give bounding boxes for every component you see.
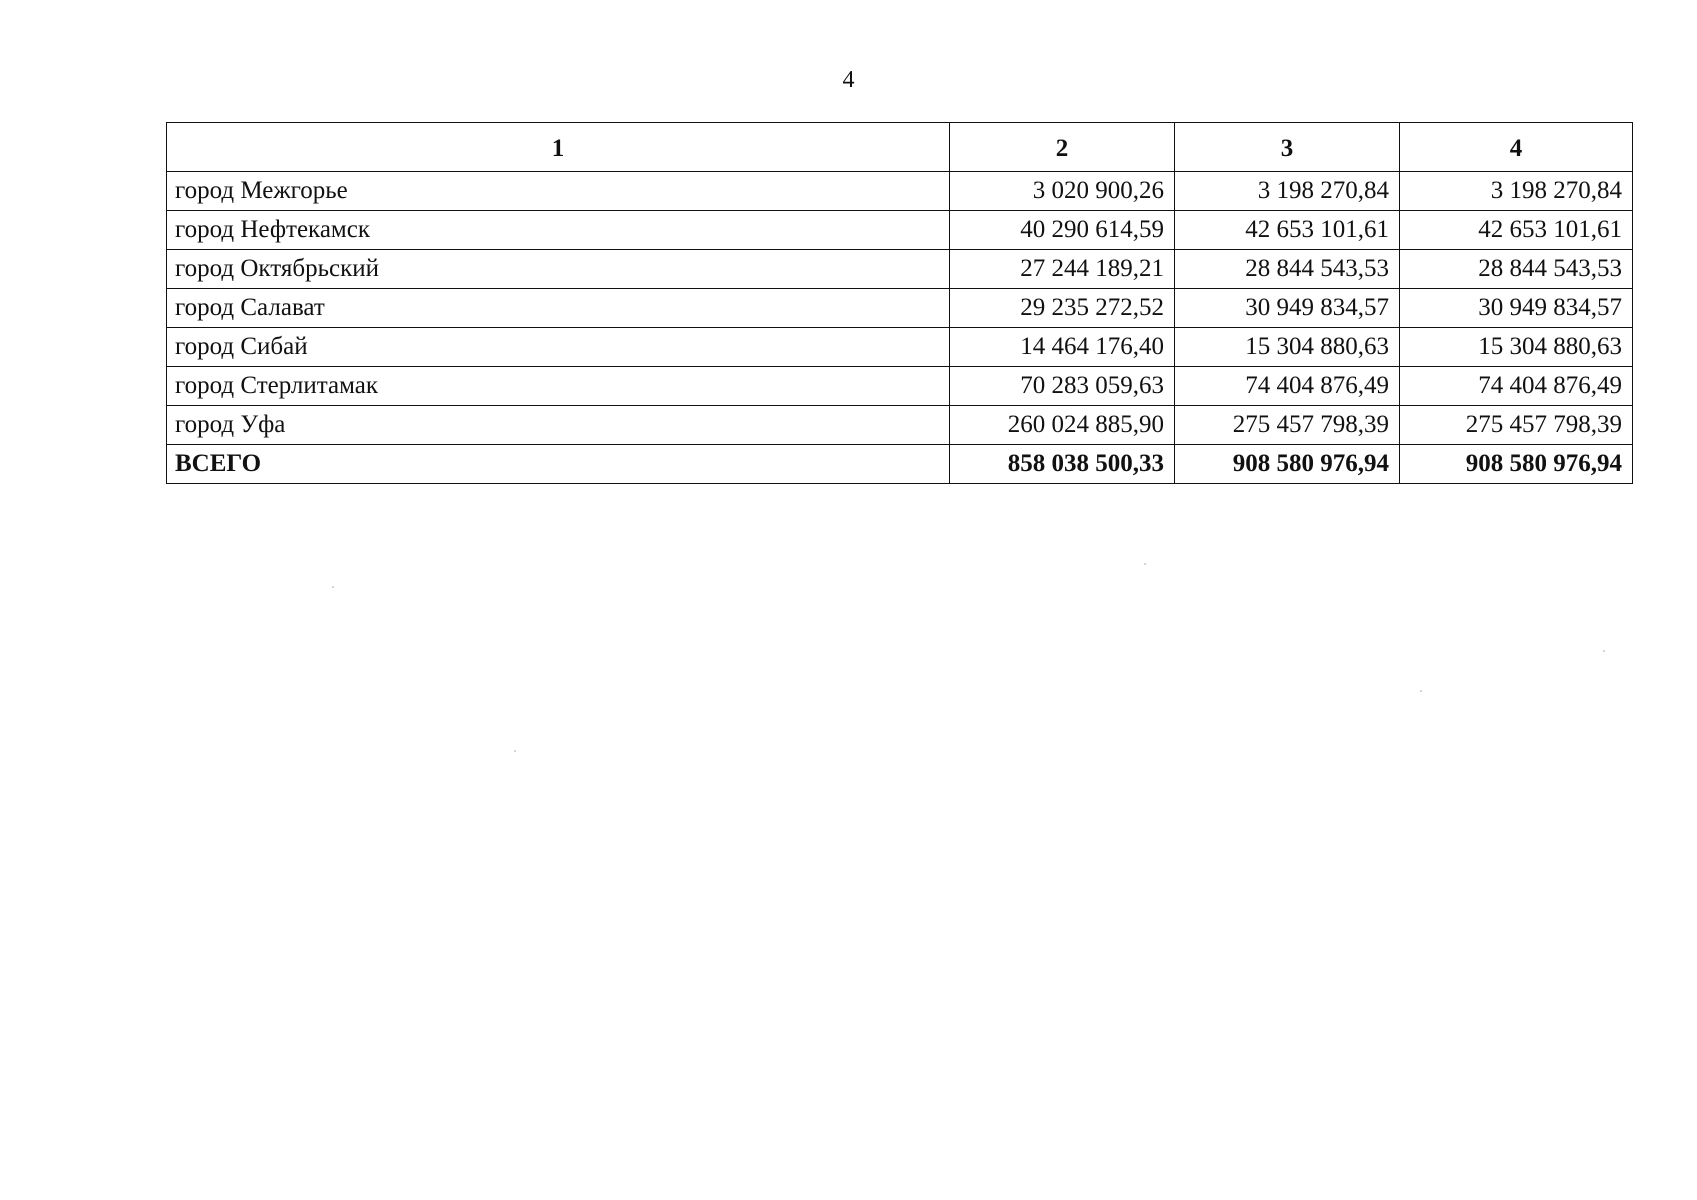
city-name: город Сибай bbox=[167, 328, 950, 367]
value-col-3: 42 653 101,61 bbox=[1175, 211, 1400, 250]
scan-speck bbox=[514, 750, 516, 752]
value-col-4: 30 949 834,57 bbox=[1400, 289, 1633, 328]
city-name: город Нефтекамск bbox=[167, 211, 950, 250]
city-name: город Октябрьский bbox=[167, 250, 950, 289]
value-col-4: 3 198 270,84 bbox=[1400, 172, 1633, 211]
total-row bbox=[167, 445, 1633, 484]
total-col-2: 858 038 500,33 bbox=[950, 445, 1175, 484]
scan-speck bbox=[1603, 650, 1605, 652]
value-col-3: 275 457 798,39 bbox=[1175, 406, 1400, 445]
column-header-2: 2 bbox=[950, 123, 1175, 172]
table-row bbox=[167, 211, 1633, 250]
total-col-4: 908 580 976,94 bbox=[1400, 445, 1633, 484]
value-col-4: 74 404 876,49 bbox=[1400, 367, 1633, 406]
column-header-3: 3 bbox=[1175, 123, 1400, 172]
value-col-2: 70 283 059,63 bbox=[950, 367, 1175, 406]
city-name: город Межгорье bbox=[167, 172, 950, 211]
table-row bbox=[167, 289, 1633, 328]
column-header-4: 4 bbox=[1400, 123, 1633, 172]
table-row bbox=[167, 172, 1633, 211]
value-col-3: 3 198 270,84 bbox=[1175, 172, 1400, 211]
value-col-4: 28 844 543,53 bbox=[1400, 250, 1633, 289]
scan-speck bbox=[1144, 563, 1146, 565]
value-col-2: 14 464 176,40 bbox=[950, 328, 1175, 367]
column-header-1: 1 bbox=[167, 123, 950, 172]
value-col-3: 74 404 876,49 bbox=[1175, 367, 1400, 406]
table-row bbox=[167, 250, 1633, 289]
table-row bbox=[167, 367, 1633, 406]
scan-speck bbox=[332, 586, 334, 588]
city-name: город Салават bbox=[167, 289, 950, 328]
page-number: 4 bbox=[842, 67, 855, 93]
total-label: ВСЕГО bbox=[167, 445, 950, 484]
value-col-3: 30 949 834,57 bbox=[1175, 289, 1400, 328]
value-col-4: 275 457 798,39 bbox=[1400, 406, 1633, 445]
table-header-row bbox=[167, 123, 1633, 172]
value-col-3: 28 844 543,53 bbox=[1175, 250, 1400, 289]
city-name: город Уфа bbox=[167, 406, 950, 445]
value-col-2: 27 244 189,21 bbox=[950, 250, 1175, 289]
value-col-3: 15 304 880,63 bbox=[1175, 328, 1400, 367]
value-col-4: 42 653 101,61 bbox=[1400, 211, 1633, 250]
total-col-3: 908 580 976,94 bbox=[1175, 445, 1400, 484]
scan-speck bbox=[1420, 690, 1422, 692]
value-col-2: 260 024 885,90 bbox=[950, 406, 1175, 445]
table-row bbox=[167, 406, 1633, 445]
table-row bbox=[167, 328, 1633, 367]
value-col-2: 29 235 272,52 bbox=[950, 289, 1175, 328]
value-col-4: 15 304 880,63 bbox=[1400, 328, 1633, 367]
city-name: город Стерлитамак bbox=[167, 367, 950, 406]
value-col-2: 3 020 900,26 bbox=[950, 172, 1175, 211]
value-col-2: 40 290 614,59 bbox=[950, 211, 1175, 250]
budget-table bbox=[166, 122, 1633, 484]
